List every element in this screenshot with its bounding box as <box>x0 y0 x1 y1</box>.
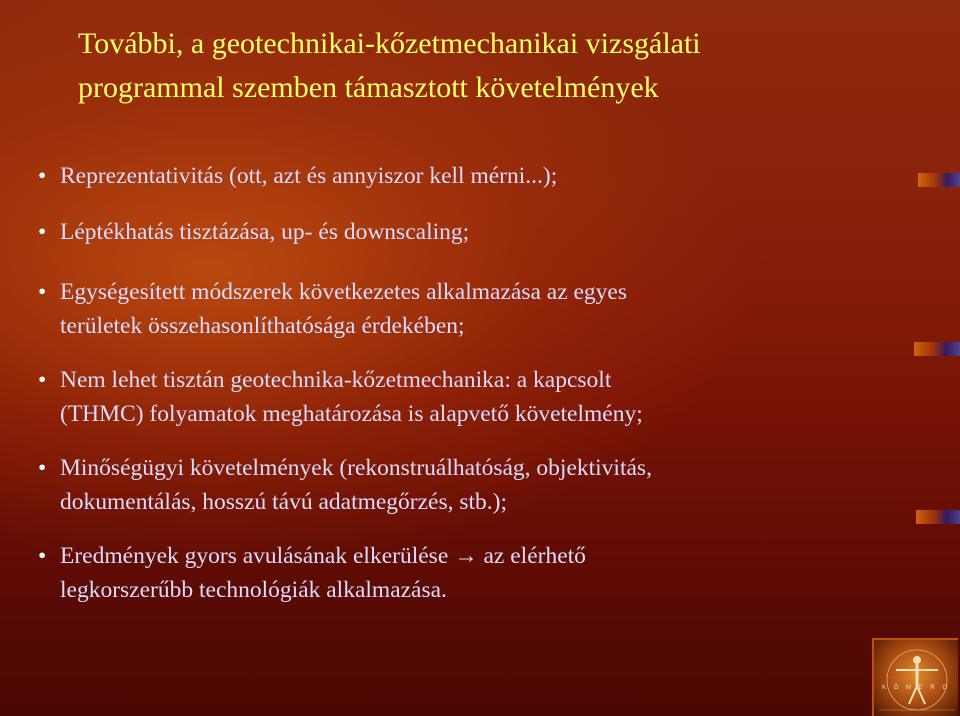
decorative-stripe <box>918 173 960 187</box>
decorative-stripe <box>914 342 960 356</box>
logo-text: K Ö M E R O <box>881 685 950 691</box>
decorative-stripe <box>916 510 960 524</box>
bullet-list <box>38 155 918 607</box>
bullet-line: Eredmények gyors avulásának elkerülése → az elérhető <box>60 543 586 569</box>
vitruvian-figure-icon <box>874 640 960 716</box>
bullet-item-representativity <box>38 159 918 193</box>
bullet-item-unified-methods <box>38 275 918 343</box>
bullet-item-coupled-processes <box>38 363 918 431</box>
bullet-line: Minőségügyi követelmények (rekonstruálhatóság, objektivitás, <box>60 455 652 481</box>
bullet-line: Nem lehet tisztán geotechnika-kőzetmechanika: a kapcsolt <box>60 367 612 393</box>
bullet-line: Léptékhatás tisztázása, up- és downscaling; <box>60 219 470 245</box>
bullet-line: (THMC) folyamatok meghatározása is alapvető követelmény; <box>60 401 643 427</box>
bullet-item-modern-technologies <box>38 539 918 607</box>
title-line-1: További, a geotechnikai-kőzetmechanikai vizsgálati <box>78 27 701 60</box>
slide-title <box>78 22 918 110</box>
bullet-line: Egységesített módszerek következetes alkalmazása az egyes <box>60 279 628 305</box>
komero-logo <box>872 638 958 716</box>
bullet-line: dokumentálás, hosszú távú adatmegőrzés, stb.); <box>60 489 508 515</box>
bullet-item-quality-requirements <box>38 451 918 519</box>
bullet-line: legkorszerűbb technológiák alkalmazása. <box>60 577 447 603</box>
bullet-line: Reprezentativitás (ott, azt és annyiszor kell mérni...); <box>60 163 558 189</box>
bullet-line: területek összehasonlíthatósága érdekében; <box>60 313 465 339</box>
title-line-2: programmal szemben támasztott követelmények <box>78 71 659 104</box>
bullet-item-scale-effect <box>38 215 918 249</box>
